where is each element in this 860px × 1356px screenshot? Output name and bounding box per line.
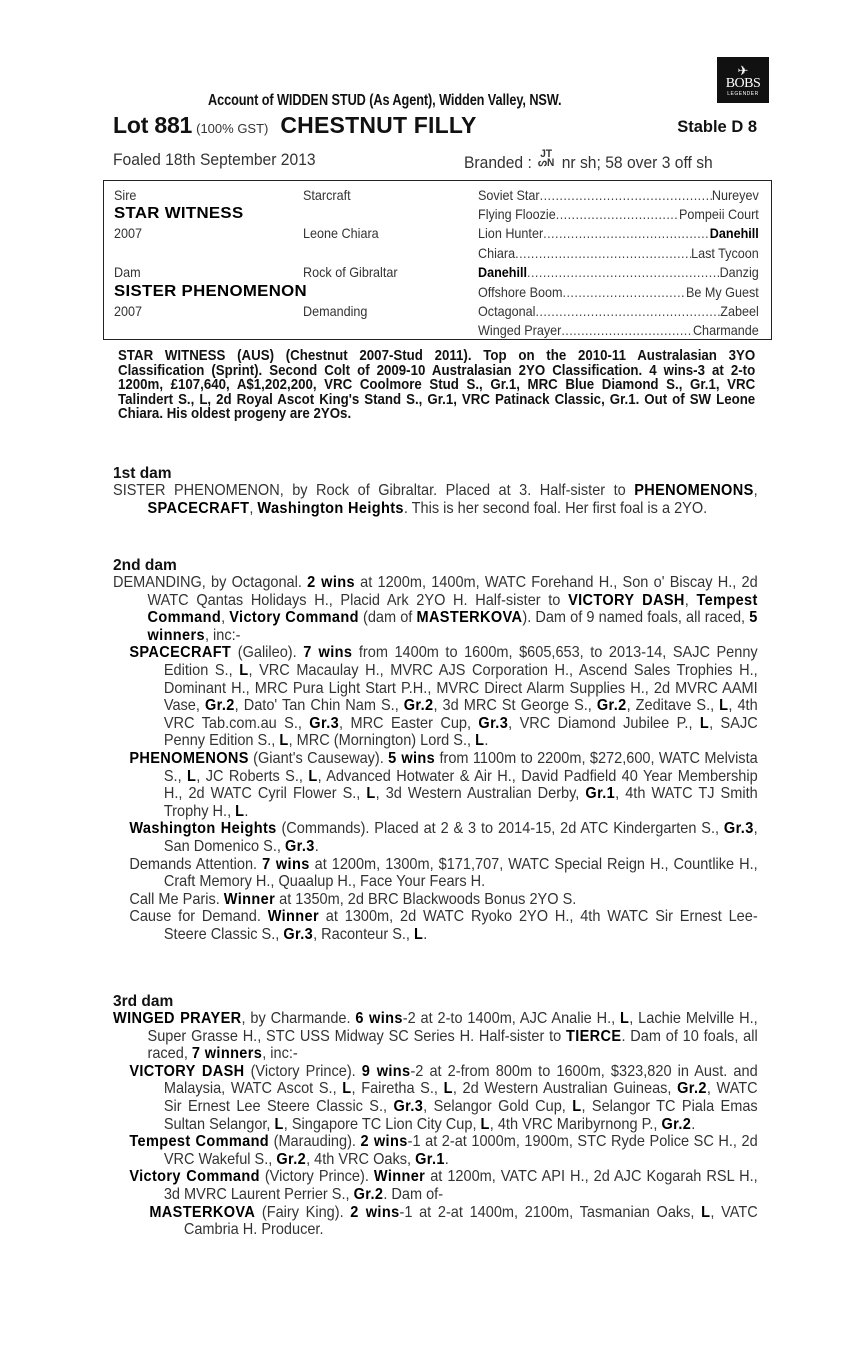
progeny-entry: Call Me Paris. Winner at 1350m, 2d BRC Blackwoods Bonus 2YO S. xyxy=(129,890,577,908)
third-dam-progeny-list xyxy=(113,1063,758,1239)
logo-sub: LEGENDER xyxy=(727,91,759,97)
brand-mark-icon: JT ᔕN xyxy=(538,148,555,169)
progeny-entry: Tempest Command (Marauding). 2 wins-1 at 2-at 1000m, 1900m, STC Ryde Police SC H., 2d VRC Wakeful S., Gr.2, 4th VRC Oaks, Gr.1. xyxy=(129,1133,758,1168)
branded-details: nr sh; 58 over 3 off sh xyxy=(561,153,713,172)
first-dam-section xyxy=(113,465,758,517)
second-dam-section xyxy=(113,557,758,943)
stable-location: Stable D 8 xyxy=(677,118,757,136)
sire-year: 2007 xyxy=(114,225,143,241)
logo-brand: BOBS xyxy=(725,76,761,91)
sire-label: Sire xyxy=(114,187,137,203)
sire-name: STAR WITNESS xyxy=(114,205,244,222)
progeny-entry: Victory Command (Victory Prince). Winner at 1200m, VATC API H., 2d AJC Kogarah RSL H., 3d MVRC Laurent Perrier S., Gr.2. Dam of- xyxy=(129,1168,758,1203)
dam-dam: Demanding xyxy=(303,303,368,319)
gst-note: (100% GST) xyxy=(196,121,269,136)
dam-label: Dam xyxy=(114,264,141,280)
branded-info xyxy=(464,150,713,173)
second-dam-heading: 2nd dam xyxy=(113,557,177,574)
pedigree-table xyxy=(103,180,772,340)
progeny-entry: Washington Heights (Commands). Placed at 2 & 3 to 2014-15, 2d ATC Kindergarten S., Gr.3, San Domenico S., Gr.3. xyxy=(129,820,758,855)
great-grand-row: Offshore Boom ..... Be My Guest xyxy=(478,284,759,300)
foaled-date: Foaled 18th September 2013 xyxy=(113,150,316,169)
great-grand-row: Chiara ..... Last Tycoon xyxy=(478,245,759,261)
first-dam-text: SISTER PHENOMENON, by Rock of Gibraltar. Placed at 3. Half-sister to PHENOMENONS, SPACECRAFT, Washington Heights. This is her second foal. Her first foal is a 2YO. xyxy=(113,482,758,517)
progeny-entry: Demands Attention. 7 wins at 1200m, 1300m, $171,707, WATC Special Reign H., Countlike H., Craft Memory H., Quaalup H., Face Your Fears H. xyxy=(129,855,758,891)
great-grand-row: Lion Hunter ..... Danehill xyxy=(478,225,759,241)
progeny-entry: SPACECRAFT (Galileo). 7 wins from 1400m to 1600m, $605,653, to 2013-14, SAJC Penny Edition S., L, VRC Macaulay H., MVRC AJS Corporation H., Ascend Sales Trophies H., Dominant H., MRC Pura Light Start P.H., MVRC Direct Alarm Supplies H., 2d MVRC AAMI Vase, Gr.2, Dato' Tan Chin Nam S., Gr.2, 3d MRC St George S., Gr.2, Zeditave S., L, 4th VRC Tab.com.au S., Gr.3, MRC Easter Cup, Gr.3, VRC Diamond Jubilee P., L, SAJC Penny Edition S., L, MRC (Mornington) Lord S., L. xyxy=(129,644,758,750)
sire-sire: Starcraft xyxy=(303,187,351,203)
branded-label: Branded : xyxy=(464,153,532,172)
great-grand-row: Flying Floozie ..... Pompeii Court xyxy=(478,206,759,222)
lot-number: Lot 881 xyxy=(113,112,193,138)
horse-bird-icon: ✈ xyxy=(737,63,749,78)
second-dam-text: DEMANDING, by Octagonal. 2 wins at 1200m, 1400m, WATC Forehand H., Son o' Biscay H., 2d WATC Qantas Holidays H., Placid Ark 2YO H. Half-sister to VICTORY DASH, Tempest Command, Victory Command (dam of MASTERKOVA). Dam of 9 named foals, all raced, 5 winners, inc:- xyxy=(113,574,758,644)
second-dam-progeny-list xyxy=(113,644,758,943)
third-dam-text: WINGED PRAYER, by Charmande. 6 wins-2 at 2-to 1400m, AJC Analie H., L, Lachie Melville H., Super Grasse H., STC USS Midway SC Series H. Half-sister to TIERCE. Dam of 10 foals, all raced, 7 winners, inc:- xyxy=(113,1010,758,1063)
progeny-entry: VICTORY DASH (Victory Prince). 9 wins-2 at 2-from 800m to 1600m, $323,820 in Aust. and Malaysia, WATC Ascot S., L, Fairetha S., L, 2d Western Australian Guineas, Gr.2, WATC Sir Ernest Lee Steere Classic S., Gr.3, Selangor Gold Cup, L, Selangor TC Piala Emas Sultan Selangor, L, Singapore TC Lion City Cup, L, 4th VRC Maribyrnong P., Gr.2. xyxy=(129,1062,758,1133)
third-dam-section xyxy=(113,993,758,1239)
lot-line xyxy=(113,112,757,142)
progeny-entry: MASTERKOVA (Fairy King). 2 wins-1 at 2-at 1400m, 2100m, Tasmanian Oaks, L, VATC Cambria H. Producer. xyxy=(149,1203,758,1239)
sire-summary: STAR WITNESS (AUS) (Chestnut 2007-Stud 2011). Top on the 2010-11 Australasian 3YO Classification (Sprint). Second Colt of 2009-10 Australasian 2YO Classification. 4 wins-3 at 2-to 1200m, £107,640, A$1,202,200, VRC Coolmore Stud S., Gr.1, MRC Blue Diamond S., Gr.1, VRC Talindert S., L, 2d Royal Ascot King's Stand S., Gr.1, VRC Patinack Classic, Gr.1. Out of SW Leone Chiara. His oldest progeny are 2YOs. xyxy=(118,347,756,422)
first-dam-heading: 1st dam xyxy=(113,465,172,482)
account-line: Account of WIDDEN STUD (As Agent), Widden Valley, NSW. xyxy=(208,92,562,109)
lot-title: CHESTNUT FILLY xyxy=(280,112,477,138)
dam-sire: Rock of Gibraltar xyxy=(303,264,398,280)
third-dam-heading: 3rd dam xyxy=(113,993,174,1010)
great-grand-row: Danehill ..... Danzig xyxy=(478,264,759,280)
great-grand-row: Winged Prayer ..... Charmande xyxy=(478,322,759,338)
dam-year: 2007 xyxy=(114,303,143,319)
dam-name: SISTER PHENOMENON xyxy=(114,283,307,300)
progeny-entry: PHENOMENONS (Giant's Causeway). 5 wins from 1100m to 2200m, $272,600, WATC Melvista S., L, JC Roberts S., L, Advanced Hotwater & Air H., David Padfield 40 Year Membership H., 2d WATC Cyril Flower S., L, 3d Western Australian Derby, Gr.1, 4th WATC TJ Smith Trophy H., L. xyxy=(129,749,758,820)
great-grand-row: Octagonal ..... Zabeel xyxy=(478,303,759,319)
sire-dam: Leone Chiara xyxy=(303,225,379,241)
bobs-logo xyxy=(717,57,769,103)
great-grand-row: Soviet Star ..... Nureyev xyxy=(478,187,759,203)
progeny-entry: Cause for Demand. Winner at 1300m, 2d WATC Ryoko 2YO H., 4th WATC Sir Ernest Lee-Steere Classic S., Gr.3, Raconteur S., L. xyxy=(129,908,758,943)
